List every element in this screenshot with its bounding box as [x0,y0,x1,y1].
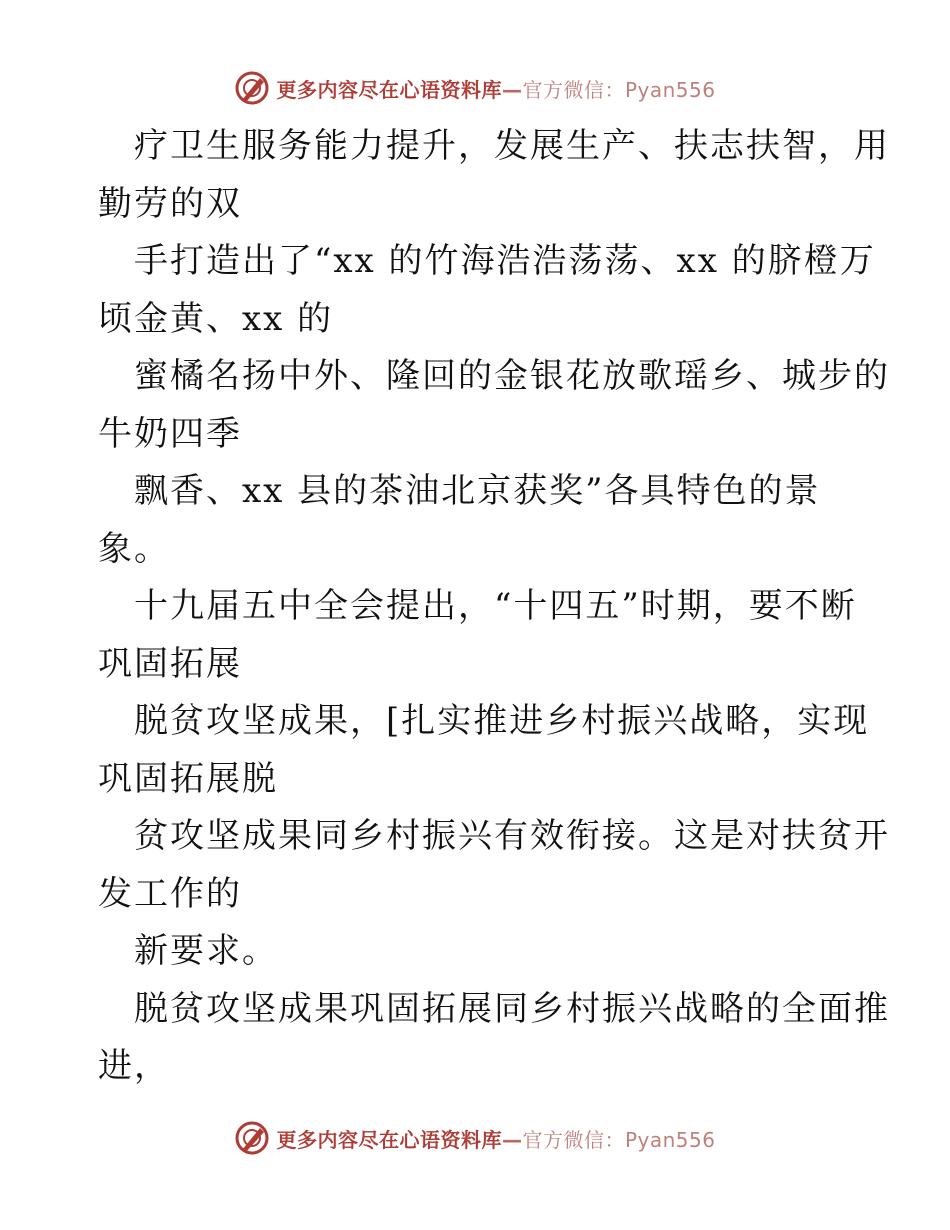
text-line: 牛奶四季 [98,413,242,454]
text-line: 勤劳的双 [98,183,242,224]
text-line: 象。 [98,528,170,569]
text-line: 飘香、xx 县的茶油北京获奖”各具特色的景 [134,471,821,511]
text-line: 巩固拓展 [98,643,242,684]
paragraph [98,693,870,808]
paragraph [98,808,890,923]
paragraph [98,233,876,348]
text-line: 贫攻坚成果同乡村振兴有效衔接。这是对扶贫开 [134,816,890,856]
paragraph [98,348,890,463]
watermark-contact: 官方微信：Pyan556 [522,1127,716,1152]
text-line: 新要求。 [134,931,278,971]
text-line: 十九届五中全会提出，“十四五”时期，要不断 [134,586,857,626]
paragraph [98,118,890,233]
paragraph [98,463,858,578]
header-watermark [0,70,950,106]
text-line: 巩固拓展脱 [98,758,278,799]
footer-watermark [0,1120,950,1156]
text-line: 蜜橘名扬中外、隆回的金银花放歌瑶乡、城步的 [134,356,890,396]
watermark-separator: — [501,77,523,102]
document-body [98,118,890,1096]
text-line: 顷金黄、xx 的 [98,298,334,339]
text-line: 疗卫生服务能力提升，发展生产、扶志扶智，用 [134,126,890,166]
pen-logo-icon [234,70,270,106]
watermark-text [276,1124,715,1153]
text-line: 手打造出了“xx 的竹海浩浩荡荡、xx 的脐橙万 [134,241,876,281]
paragraph [98,981,890,1096]
watermark-brand: 更多内容尽在心语资料库 [276,77,502,102]
paragraph [98,578,858,693]
watermark-text [276,74,715,103]
pen-logo-icon [234,1120,270,1156]
text-line: 进， [98,1046,170,1086]
paragraph [98,923,858,981]
text-line: 脱贫攻坚成果巩固拓展同乡村振兴战略的全面推 [134,988,890,1029]
watermark-contact: 官方微信：Pyan556 [522,77,716,102]
watermark-separator: — [501,1127,523,1152]
watermark-brand: 更多内容尽在心语资料库 [276,1127,502,1152]
text-line: 发工作的 [98,873,242,914]
text-line: 脱贫攻坚成果，[扎实推进乡村振兴战略，实现 [134,701,870,741]
